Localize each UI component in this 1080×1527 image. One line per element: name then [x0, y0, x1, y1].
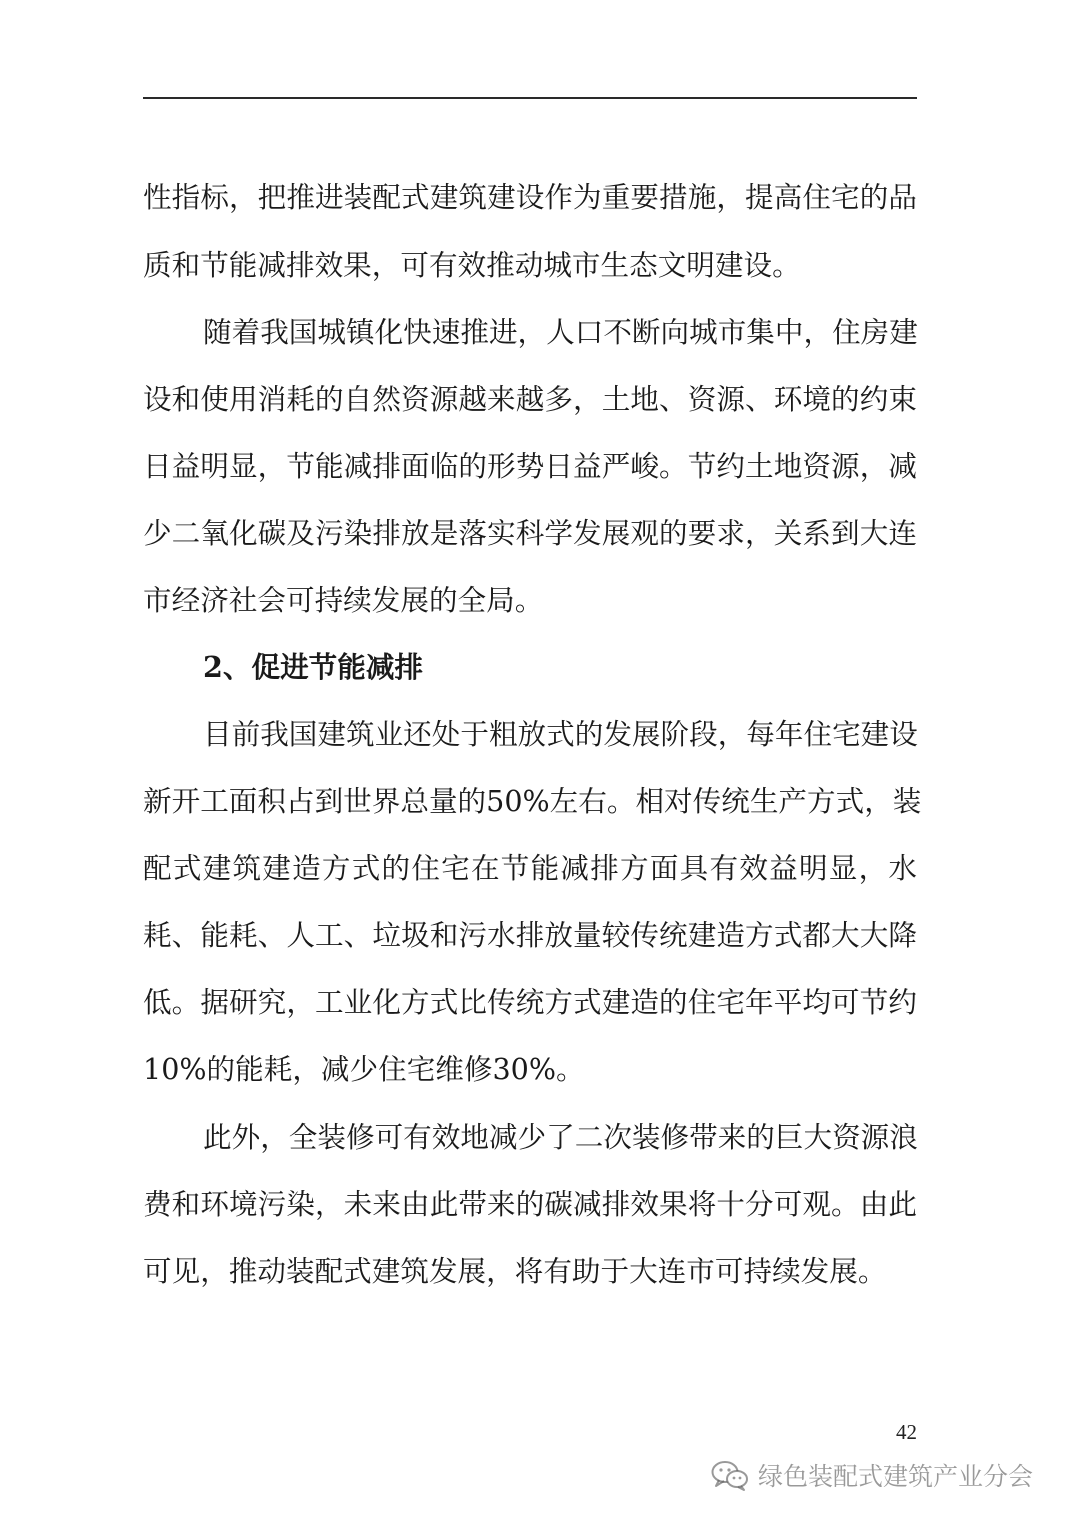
- paragraph-3-line-2: 新开工面积占到世界总量的50%左右。相对传统生产方式，装: [143, 784, 922, 818]
- paragraph-2-line-4: 少二氧化碳及污染排放是落实科学发展观的要求，关系到大连: [143, 516, 917, 550]
- paragraph-3-line-6: 10%的能耗，减少住宅维修30%。: [143, 1052, 585, 1086]
- paragraph-2-line-1: 随着我国城镇化快速推进，人口不断向城市集中，住房建: [203, 315, 918, 349]
- paragraph-2-line-3: 日益明显，节能减排面临的形势日益严峻。节约土地资源，减: [143, 449, 917, 483]
- section-heading: 2、促进节能减排: [203, 650, 424, 684]
- paragraph-3-line-1: 目前我国建筑业还处于粗放式的发展阶段，每年住宅建设: [203, 717, 918, 751]
- watermark: [710, 1455, 1033, 1495]
- paragraph-4-line-2: 费和环境污染，未来由此带来的碳减排效果将十分可观。由此: [143, 1187, 917, 1221]
- page-number: 42: [896, 1420, 917, 1444]
- paragraph-3-line-3: 配式建筑建造方式的住宅在节能减排方面具有效益明显，水: [143, 851, 917, 885]
- paragraph-3-line-5: 低。据研究，工业化方式比传统方式建造的住宅年平均可节约: [143, 985, 917, 1019]
- header-rule: [143, 97, 917, 99]
- paragraph-4-line-1: 此外，全装修可有效地减少了二次装修带来的巨大资源浪: [203, 1120, 918, 1154]
- paragraph-2-line-2: 设和使用消耗的自然资源越来越多，土地、资源、环境的约束: [143, 382, 917, 416]
- wechat-icon: [710, 1458, 750, 1492]
- paragraph-3-line-4: 耗、能耗、人工、垃圾和污水排放量较传统建造方式都大大降: [143, 918, 917, 952]
- watermark-text: 绿色装配式建筑产业分会: [758, 1462, 1034, 1491]
- paragraph-1-line-2: 质和节能减排效果，可有效推动城市生态文明建设。: [143, 248, 801, 282]
- paragraph-1-line-1: 性指标，把推进装配式建筑建设作为重要措施，提高住宅的品: [143, 180, 917, 214]
- paragraph-4-line-3: 可见，推动装配式建筑发展，将有助于大连市可持续发展。: [143, 1254, 887, 1288]
- paragraph-2-line-5: 市经济社会可持续发展的全局。: [143, 583, 544, 617]
